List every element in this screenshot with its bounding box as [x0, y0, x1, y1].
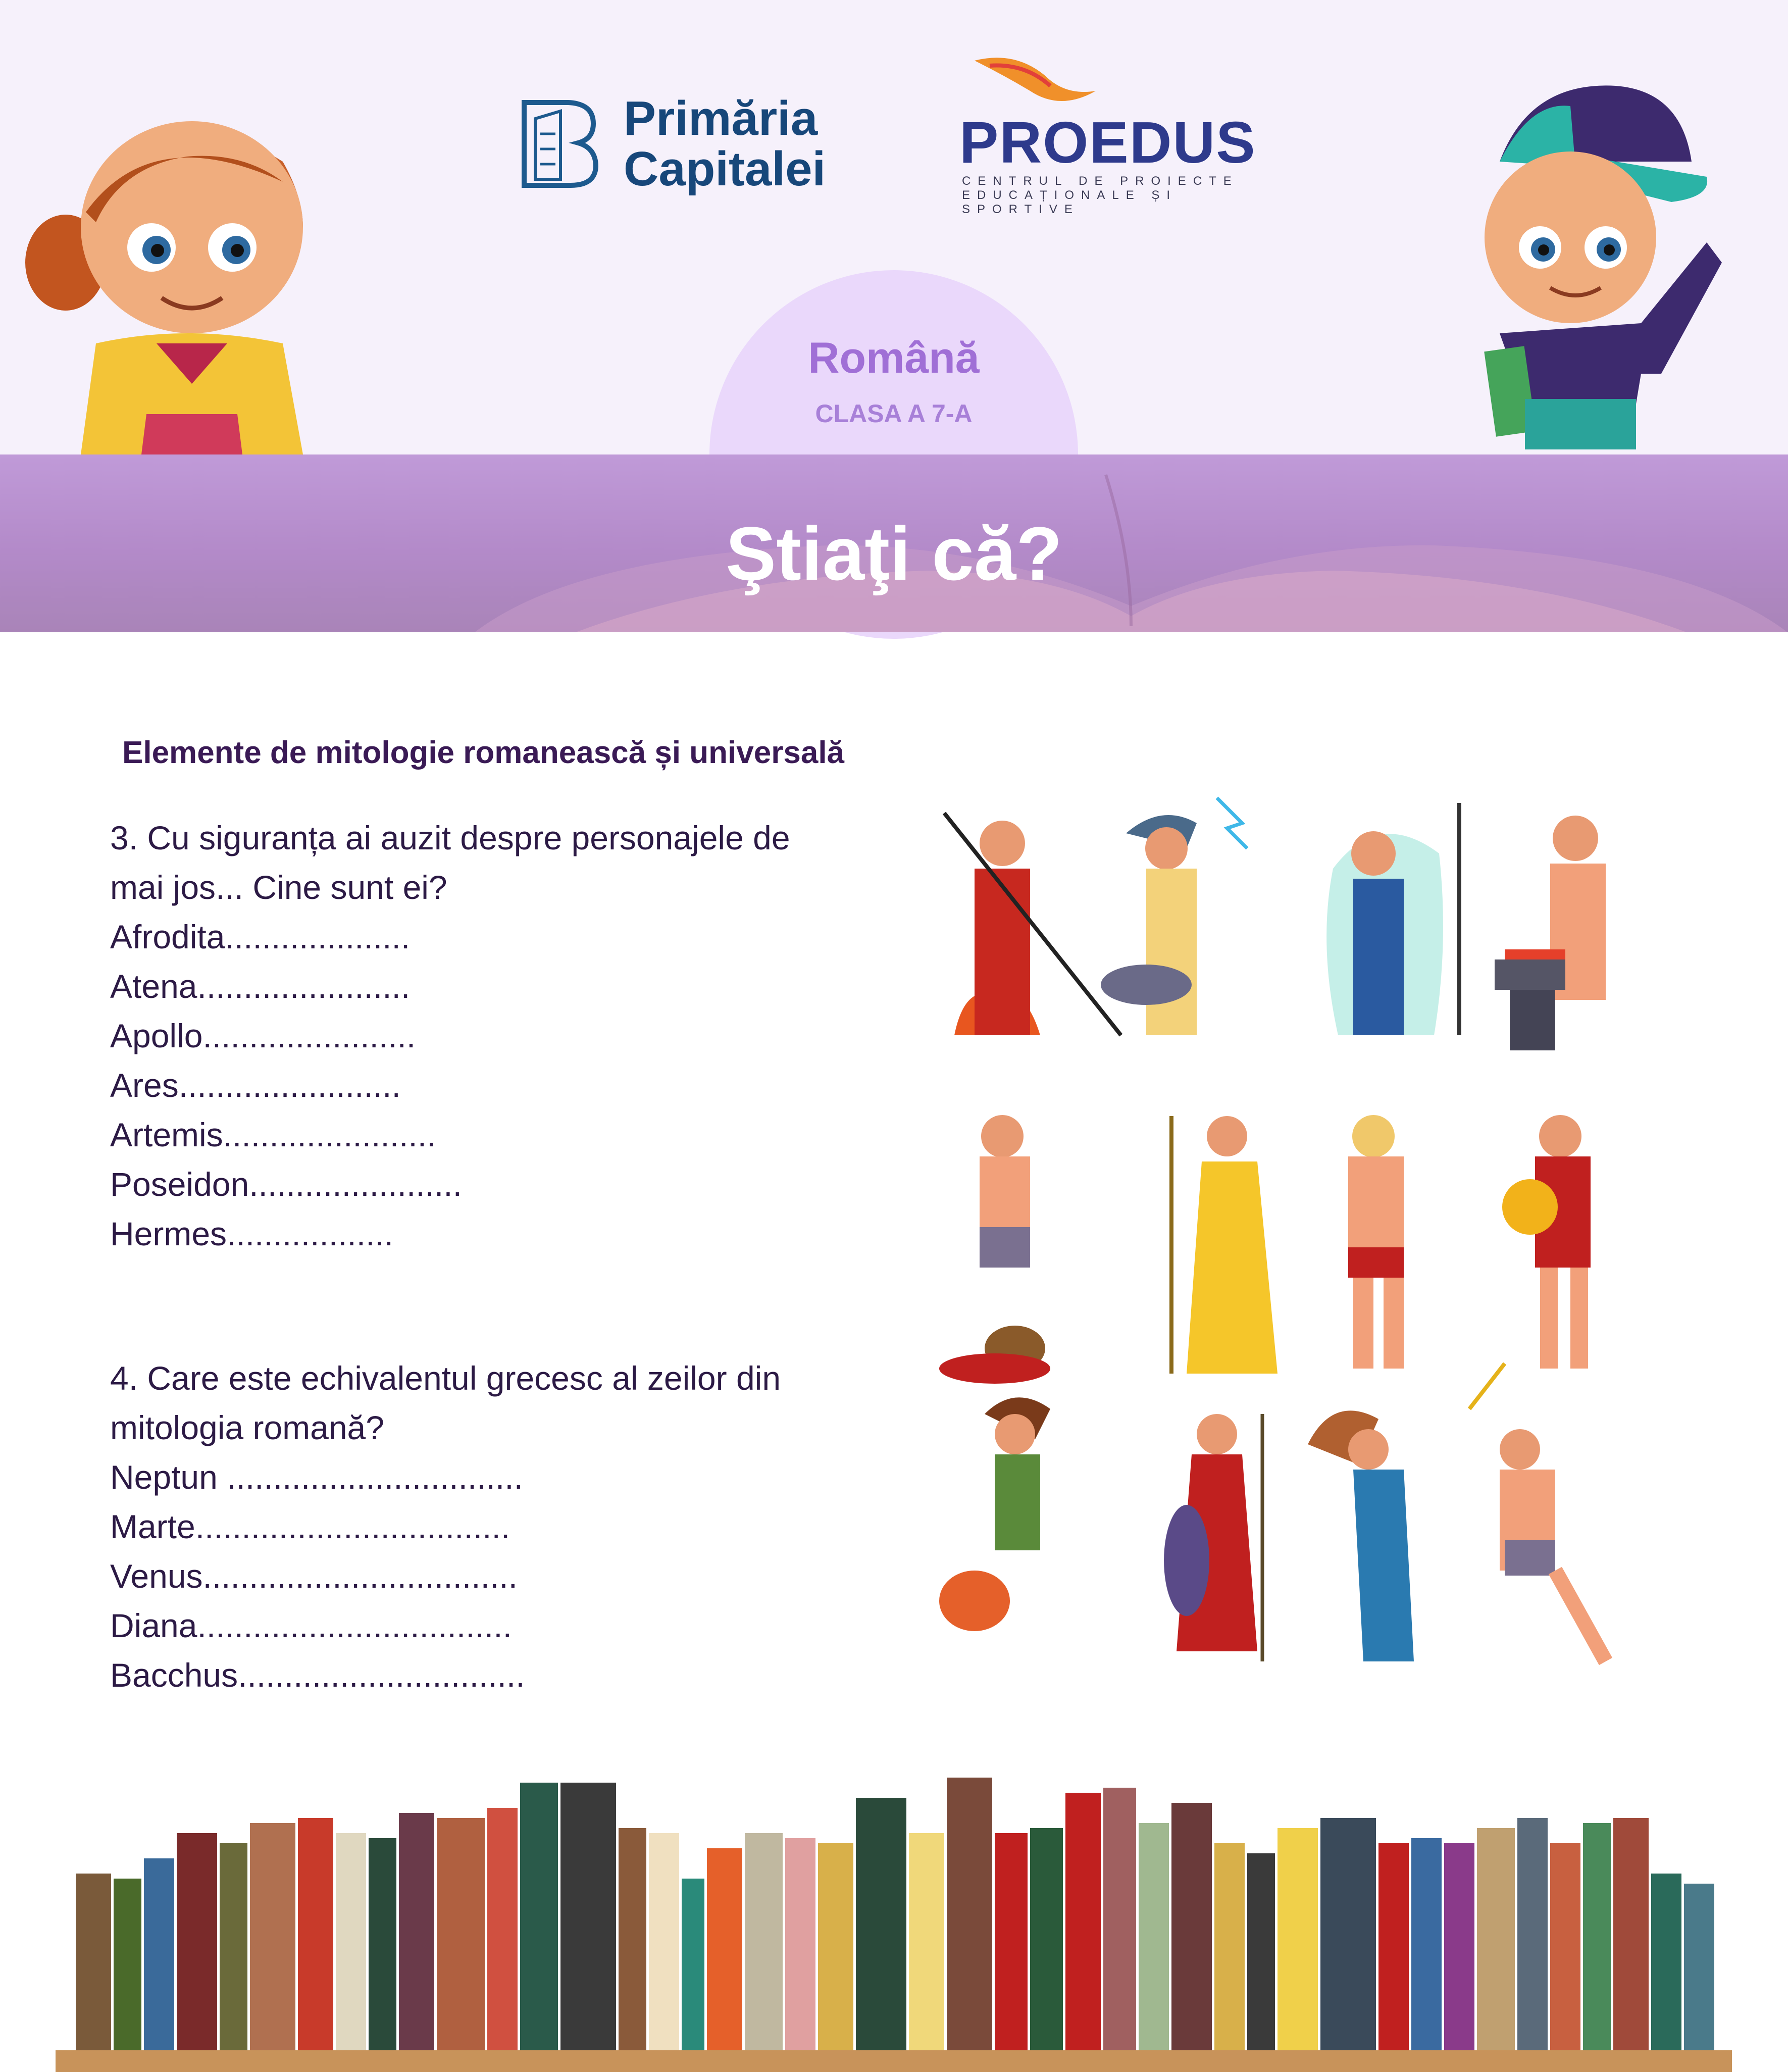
proedus-name: PROEDUS	[959, 110, 1256, 175]
primaria-line2: Capitalei	[624, 142, 826, 196]
answer-line: Atena.......................	[110, 968, 411, 1005]
class-label: CLASA A 7-A	[815, 399, 973, 428]
answer-line: Ares........................	[110, 1067, 401, 1104]
answer-line: Bacchus...............................	[110, 1656, 525, 1694]
athena-figure	[1164, 1414, 1262, 1661]
answer-line: Poseidon.......................	[110, 1166, 462, 1203]
question-3	[110, 813, 790, 1258]
proedus-sub2: EDUCAȚIONALE ȘI SPORTIVE	[962, 188, 1178, 216]
proedus-logo	[959, 50, 1257, 216]
answer-line: Artemis.......................	[110, 1116, 436, 1153]
primaria-b-logo-icon	[520, 98, 598, 189]
hephaestus-figure	[1495, 816, 1606, 1050]
question-3-prompt-line1: 3. Cu siguranța ai auzit despre personajele de	[110, 819, 790, 856]
poseidon-figure	[1326, 803, 1459, 1035]
girl-character-illustration	[20, 61, 343, 454]
boy-character-illustration	[1469, 50, 1752, 454]
question-3-prompt-line2: mai jos... Cine sunt ei?	[110, 869, 447, 906]
zeus-figure	[1101, 798, 1247, 1035]
bookshelf-illustration	[0, 1767, 1788, 2072]
answer-line: Afrodita....................	[110, 918, 411, 955]
artemis-figure	[939, 1397, 1050, 1631]
greek-gods-illustration	[934, 793, 1651, 1692]
primaria-line1: Primăria	[624, 91, 818, 145]
proedus-sub1: CENTRUL DE PROIECTE	[962, 174, 1239, 188]
subject-title: Română	[808, 334, 980, 382]
primaria-capitalei-logo	[520, 93, 848, 205]
answer-line: Neptun ................................	[110, 1458, 523, 1496]
section-title: Elemente de mitologie romanească și universală	[122, 735, 845, 770]
question-4-prompt-line1: 4. Care este echivalentul grecesc al zeilor din	[110, 1359, 781, 1397]
flame-feather-icon	[969, 50, 1101, 116]
answer-line: Diana..................................	[110, 1607, 512, 1644]
answer-line: Apollo.......................	[110, 1017, 416, 1054]
hades-figure	[944, 813, 1121, 1035]
hermes-figure	[1469, 1363, 1606, 1661]
banner-title: Ştiaţi că?	[726, 511, 1062, 596]
question-4-prompt-line2: mitologia romană?	[110, 1409, 384, 1446]
answer-line: Venus..................................	[110, 1557, 518, 1595]
dionysus-figure	[939, 1115, 1050, 1384]
question-4	[110, 1353, 781, 1700]
aphrodite-figure	[1308, 1410, 1414, 1661]
apollo-figure	[1348, 1115, 1404, 1369]
answer-line: Hermes..................	[110, 1215, 394, 1252]
hera-figure	[1171, 1116, 1278, 1374]
answer-line: Marte..................................	[110, 1508, 510, 1545]
ares-figure	[1502, 1115, 1591, 1369]
